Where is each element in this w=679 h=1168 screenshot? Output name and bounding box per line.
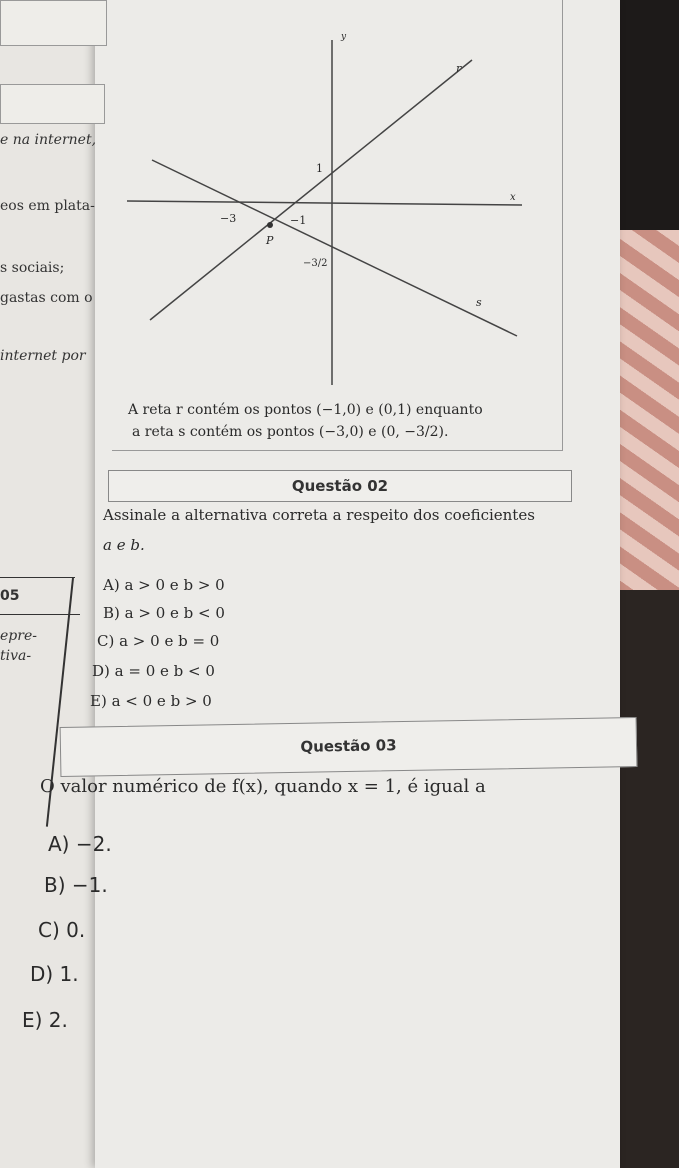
line-s-label: s [476,296,482,309]
line-r-label: r [456,62,462,75]
question-03-title: Questão 03 [60,717,638,777]
option-a[interactable]: A) −2. [48,832,112,856]
text-fragment: s sociais; [0,260,65,276]
line-r [150,60,472,320]
text-fragment: epre- [0,628,37,644]
box-fragment [0,84,105,124]
caption-line-1: A reta r contém os pontos (−1,0) e (0,1) enquanto [128,402,483,418]
text-fragment: eos em plata- [0,198,95,214]
caption-line-2: a reta s contém os pontos (−3,0) e (0, −3/2). [132,424,449,440]
tick-label-minus-one: −1 [290,214,307,227]
x-axis [127,201,522,205]
text-fragment: gastas com o [0,290,93,306]
option-d[interactable]: D) 1. [30,962,79,986]
option-d[interactable]: D) a = 0 e b < 0 [92,662,215,680]
divider [0,577,75,578]
text-fragment: e na internet, [0,132,97,148]
line-s [152,160,517,336]
question-03-prompt: O valor numérico de f(x), quando x = 1, é igual a [40,776,486,797]
option-c[interactable]: C) 0. [38,918,86,942]
point-p [267,222,273,228]
point-label: P [266,234,274,247]
text-fragment: tiva- [0,648,32,664]
graph [112,0,562,400]
axis-x-label: x [510,192,516,203]
option-e[interactable]: E) a < 0 e b > 0 [90,692,212,710]
tick-label-minus-three: −3 [220,212,237,225]
question-02-prompt: Assinale a alternativa correta a respeito dos coeficientes [103,506,535,524]
axis-y-label: y [341,32,347,42]
option-e[interactable]: E) 2. [22,1008,68,1032]
option-a[interactable]: A) a > 0 e b > 0 [103,576,225,594]
question-02-title: Questão 02 [108,470,572,502]
tick-label-minus-three-halves: −3/2 [303,258,328,269]
option-b[interactable]: B) −1. [44,873,108,897]
text-fragment: internet por [0,348,86,364]
text-fragment: 05 [0,588,20,604]
tick-label-one: 1 [316,162,323,175]
box-fragment [0,0,107,46]
option-c[interactable]: C) a > 0 e b = 0 [97,632,220,650]
option-b[interactable]: B) a > 0 e b < 0 [103,604,225,622]
question-02-prompt-2: a e b. [103,536,145,554]
